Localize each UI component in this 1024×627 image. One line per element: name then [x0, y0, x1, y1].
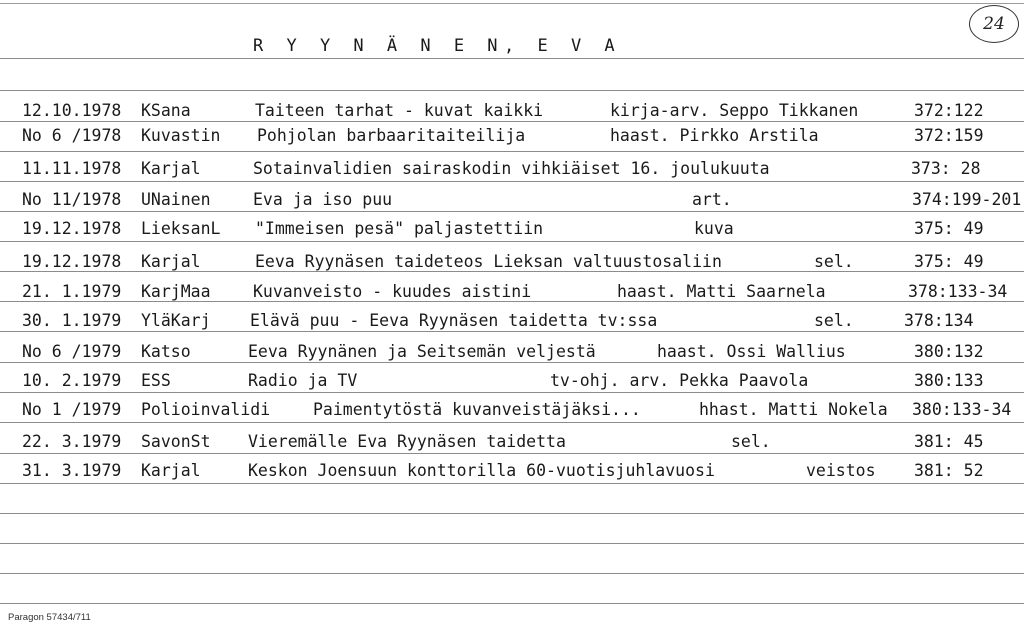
- entry-ref: 380:133-34: [912, 400, 1012, 419]
- entry-note: sel.: [731, 432, 771, 451]
- entry-date: No 6 /1979: [22, 342, 122, 361]
- ruled-line: [0, 513, 1024, 514]
- ruled-line: [0, 362, 1024, 363]
- ruled-line: [0, 90, 1024, 91]
- ruled-line: [0, 211, 1024, 212]
- entry-note: sel.: [814, 252, 854, 271]
- entry-ref: 380:133: [914, 371, 984, 390]
- entry-ref: 381: 52: [914, 461, 984, 480]
- entry-source: LieksanL: [141, 219, 221, 238]
- entry-title: Eeva Ryynänen ja Seitsemän veljestä: [248, 342, 596, 361]
- entry-source: Karjal: [141, 159, 201, 178]
- entry-ref: 372:159: [914, 126, 984, 145]
- entry-note: art.: [692, 190, 732, 209]
- ruled-line: [0, 121, 1024, 122]
- entry-date: No 11/1978: [22, 190, 122, 209]
- entry-title: Eeva Ryynäsen taideteos Lieksan valtuustosaliin: [255, 252, 722, 271]
- top-edge-line: [0, 3, 1024, 4]
- entry-ref: 375: 49: [914, 252, 984, 271]
- entry-note: haast. Matti Saarnela: [617, 282, 826, 301]
- entry-ref: 372:122: [914, 101, 984, 120]
- ruled-line: [0, 543, 1024, 544]
- entry-source: KSana: [141, 101, 191, 120]
- entry-date: 19.12.1978: [22, 219, 122, 238]
- entry-title: Keskon Joensuun konttorilla 60-vuotisjuhlavuosi: [248, 461, 715, 480]
- entry-note: tv-ohj. arv. Pekka Paavola: [550, 371, 809, 390]
- entry-title: Taiteen tarhat - kuvat kaikki: [255, 101, 544, 120]
- entry-source: SavonSt: [141, 432, 211, 451]
- ruled-line: [0, 603, 1024, 604]
- entry-ref: 373: 28: [911, 159, 981, 178]
- entry-source: UNainen: [141, 190, 211, 209]
- entry-date: 31. 3.1979: [22, 461, 122, 480]
- entry-source: Karjal: [141, 461, 201, 480]
- printer-imprint: Paragon 57434/711: [8, 612, 91, 623]
- entry-title: Radio ja TV: [248, 371, 358, 390]
- entry-note: kuva: [694, 219, 734, 238]
- entry-ref: 375: 49: [914, 219, 984, 238]
- entry-date: 22. 3.1979: [22, 432, 122, 451]
- card-title: R Y Y N Ä N E N, E V A: [253, 36, 622, 56]
- entry-note: hhast. Matti Nokela: [699, 400, 888, 419]
- entry-date: No 1 /1979: [22, 400, 122, 419]
- entry-source: Karjal: [141, 252, 201, 271]
- entry-date: 11.11.1978: [22, 159, 122, 178]
- entry-date: 30. 1.1979: [22, 311, 122, 330]
- entry-ref: 378:134: [904, 311, 974, 330]
- entry-date: No 6 /1978: [22, 126, 122, 145]
- entry-title: Elävä puu - Eeva Ryynäsen taidetta tv:ssa: [250, 311, 658, 330]
- entry-title: "Immeisen pesä" paljastettiin: [255, 219, 544, 238]
- entry-note: haast. Ossi Wallius: [657, 342, 846, 361]
- entry-note: kirja-arv. Seppo Tikkanen: [610, 101, 859, 120]
- entry-note: haast. Pirkko Arstila: [610, 126, 819, 145]
- entry-source: YläKarj: [141, 311, 211, 330]
- page-number-circle: 24: [969, 5, 1019, 43]
- entry-source: Polioinvalidi: [141, 400, 271, 419]
- ruled-line: [0, 483, 1024, 484]
- entry-ref: 380:132: [914, 342, 984, 361]
- entry-title: Pohjolan barbaaritaiteilija: [257, 126, 526, 145]
- entry-ref: 381: 45: [914, 432, 984, 451]
- ruled-line: [0, 392, 1024, 393]
- entry-title: Vieremälle Eva Ryynäsen taidetta: [248, 432, 566, 451]
- ruled-line: [0, 151, 1024, 152]
- ruled-line: [0, 453, 1024, 454]
- entry-date: 21. 1.1979: [22, 282, 122, 301]
- entry-source: KarjMaa: [141, 282, 211, 301]
- entry-date: 12.10.1978: [22, 101, 122, 120]
- entry-title: Sotainvalidien sairaskodin vihkiäiset 16. joulukuuta: [253, 159, 770, 178]
- entry-source: ESS: [141, 371, 171, 390]
- entry-title: Kuvanveisto - kuudes aistini: [253, 282, 532, 301]
- entry-note: sel.: [814, 311, 854, 330]
- entry-ref: 374:199-201: [912, 190, 1022, 209]
- entry-title: Paimentytöstä kuvanveistäjäksi...: [313, 400, 641, 419]
- ruled-line: [0, 573, 1024, 574]
- ruled-line: [0, 422, 1024, 423]
- ruled-line: [0, 58, 1024, 59]
- ruled-line: [0, 181, 1024, 182]
- entry-date: 10. 2.1979: [22, 371, 122, 390]
- entry-ref: 378:133-34: [908, 282, 1008, 301]
- ruled-line: [0, 331, 1024, 332]
- entry-date: 19.12.1978: [22, 252, 122, 271]
- ruled-line: [0, 241, 1024, 242]
- entry-note: veistos: [806, 461, 876, 480]
- entry-source: Katso: [141, 342, 191, 361]
- entry-source: Kuvastin: [141, 126, 221, 145]
- entry-title: Eva ja iso puu: [253, 190, 393, 209]
